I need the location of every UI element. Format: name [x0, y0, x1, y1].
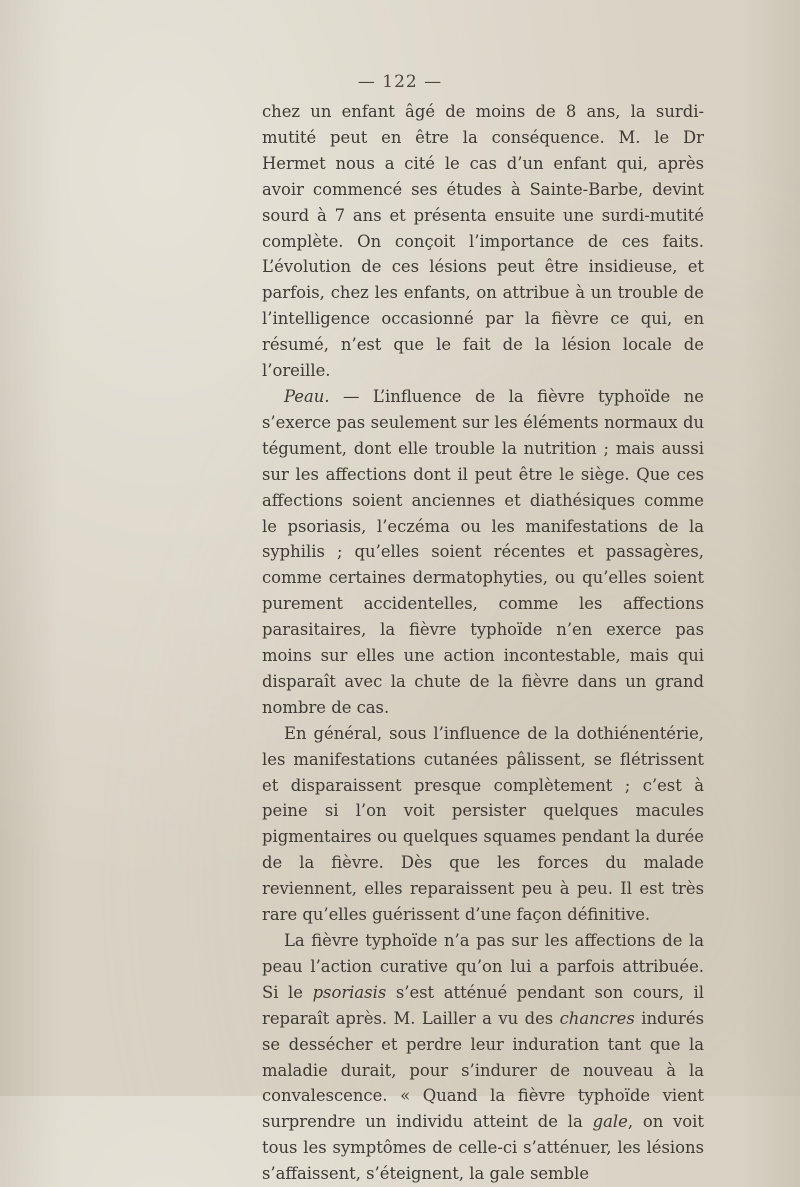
paragraph-2: [262, 384, 704, 721]
italic-term-psoriasis: psoriasis: [312, 982, 387, 1002]
page-number: — 122 —: [357, 72, 443, 92]
body-text: [262, 99, 704, 1187]
section-heading-peau: Peau.: [284, 386, 330, 406]
paragraph-text: La fièvre typhoïde n’a pas sur les affections de la peau l’action curative qu’on lui a parfois attribuée. Si le: [262, 931, 704, 1002]
paragraph-text: chez un enfant âgé de moins de 8 ans, la surdi-mutité peut en être la conséquence. M. le Dr Hermet nous a cité le cas d’un enfant qui, après avoir commencé ses études à Sainte-Barbe, devint sourd à 7 ans et présenta ensuite une surdi-mutité complète. On conçoit l’importance de ces faits. L’évolution de ces lésions peut être insidieuse, et parfois, chez les enfants, on attribue à un trouble de l’intelligence occasionné par la fièvre ce qui, en résumé, n’est que le fait de la lésion locale de l’oreille.: [262, 102, 704, 381]
paragraph-text: indurés se dessécher et perdre leur induration tant que la maladie durait, pour s’indurer de nouveau à la convalescence. « Quand la fièvre typhoïde vient surprendre un individu atteint de la: [262, 1008, 704, 1132]
paragraph-1: [262, 99, 704, 384]
paragraph-text: , on voit tous les symptômes de celle-ci s’atténuer, les lésions s’affaissent, s’éteignent, la gale semble: [262, 1112, 705, 1184]
paragraph-text: s’est atténué pendant son cours, il reparaît après. M. Lailler a vu des: [262, 982, 704, 1028]
paragraph-4: [262, 928, 704, 1187]
italic-term-gale: gale: [592, 1112, 628, 1132]
paragraph-text: En général, sous l’influence de la dothiénentérie, les manifestations cutanées pâlissent, se flétrissent et disparaissent presque complètement ; c’est à peine si l’on voit persister quelques macules pigmentaires ou quelques squames pendant la durée de la fièvre. Dès que les forces du malade reviennent, elles reparaissent peu à peu. Il est très rare qu’elles guérissent d’une façon définitive.: [262, 723, 704, 925]
italic-term-chancres: chancres: [559, 1008, 635, 1028]
paragraph-text: — L’influence de la fièvre typhoïde ne s’exerce pas seulement sur les éléments normaux du tégument, dont elle trouble la nutrition ; mais aussi sur les affections dont il peut être le siège. Que ces affections soient anciennes et diathésiques comme le psoriasis, l’eczéma ou les manifestations de la syphilis ; qu’elles soient récentes et passagères, comme certaines dermatophyties, ou qu’elles soient purement accidentelles, comme les affections parasitaires, la fièvre typhoïde n’en exerce pas moins sur elles une action incontestable, mais qui disparaît avec la chute de la fièvre dans un grand nombre de cas.: [262, 386, 704, 717]
paragraph-3: [262, 721, 704, 928]
